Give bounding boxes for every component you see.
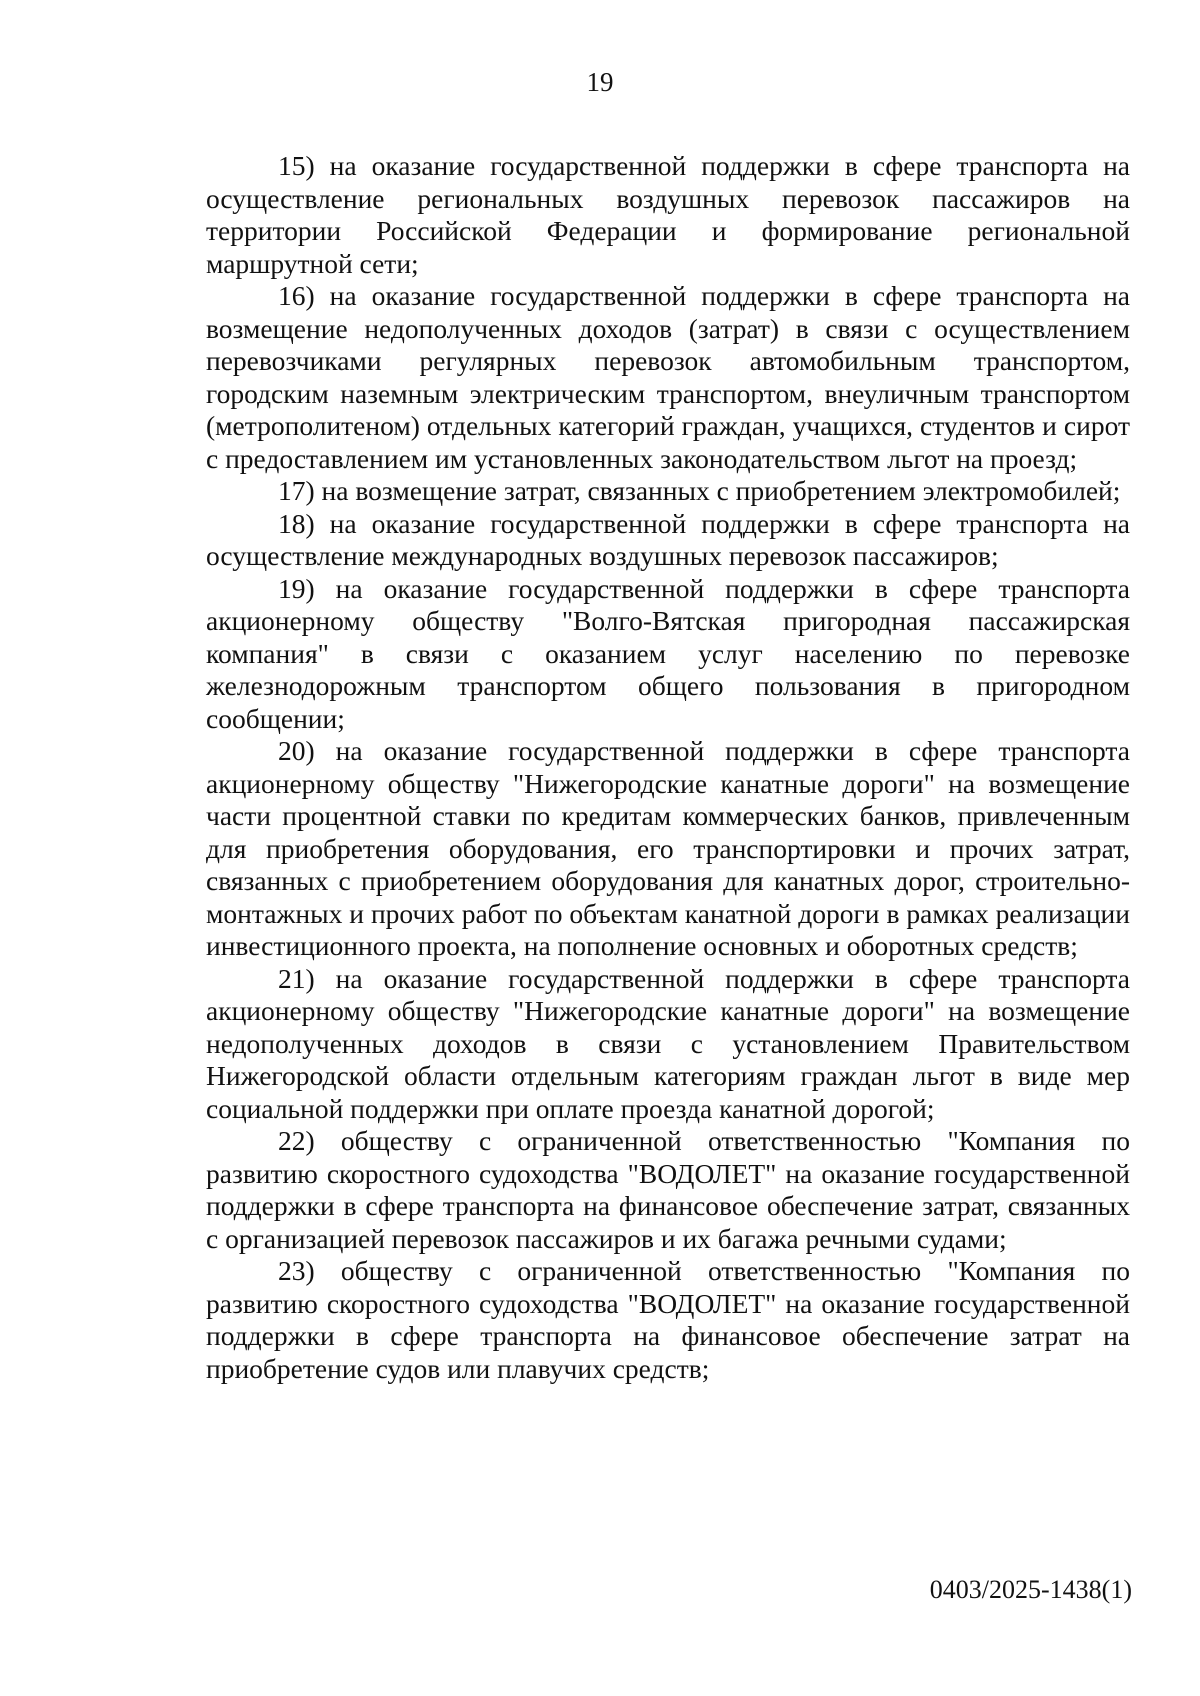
list-item: 21) на оказание государственной поддержки в сфере транспорта акционерному обществу "Нижегородские канатные дороги" на возмещение недополученных доходов в связи с установлением Правительством Нижегородской области отдельным категориям граждан льгот в виде мер социальной поддержки при оплате проезда канатной дорогой; [206, 962, 1130, 1124]
list-item: 17) на возмещение затрат, связанных с приобретением электромобилей; [278, 475, 1121, 506]
list-item: 19) на оказание государственной поддержки в сфере транспорта акционерному обществу "Волго-Вятская пригородная пассажирская компания" в связи с оказанием услуг населению по перевозке железнодорожным транспортом общего пользования в пригородном сообщении; [206, 572, 1130, 734]
list-item: 23) обществу с ограниченной ответственностью "Компания по развитию скоростного судоходства "ВОДОЛЕТ" на оказание государственной поддержки в сфере транспорта на финансовое обеспечение затрат на приобретение судов или плавучих средств; [206, 1255, 1130, 1384]
document-code: 0403/2025-1438(1) [929, 1575, 1132, 1604]
page-number: 19 [586, 67, 614, 97]
list-item: 22) обществу с ограниченной ответственностью "Компания по развитию скоростного судоходства "ВОДОЛЕТ" на оказание государственной поддержки в сфере транспорта на финансовое обеспечение затрат, связанных с организацией перевозок пассажиров и их багажа речными судами; [206, 1125, 1130, 1254]
list-item: 15) на оказание государственной поддержки в сфере транспорта на осуществление региональных воздушных перевозок пассажиров на территории Российской Федерации и формирование региональной маршрутной сети; [206, 150, 1130, 279]
document-body [206, 150, 1130, 1385]
list-item: 16) на оказание государственной поддержки в сфере транспорта на возмещение недополученных доходов (затрат) в связи с осуществлением перевозчиками регулярных перевозок автомобильным транспортом, городским наземным электрическим транспортом, внеуличным транспортом (метрополитеном) отдельных категорий граждан, учащихся, студентов и сирот с предоставлением им установленных законодательством льгот на проезд; [206, 280, 1130, 474]
list-item: 20) на оказание государственной поддержки в сфере транспорта акционерному обществу "Нижегородские канатные дороги" на возмещение части процентной ставки по кредитам коммерческих банков, привлеченным для приобретения оборудования, его транспортировки и прочих затрат, связанных с приобретением оборудования для канатных дорог, строительно-монтажных и прочих работ по объектам канатной дороги в рамках реализации инвестиционного проекта, на пополнение основных и оборотных средств; [206, 735, 1130, 961]
list-item: 18) на оказание государственной поддержки в сфере транспорта на осуществление международных воздушных перевозок пассажиров; [206, 507, 1130, 571]
